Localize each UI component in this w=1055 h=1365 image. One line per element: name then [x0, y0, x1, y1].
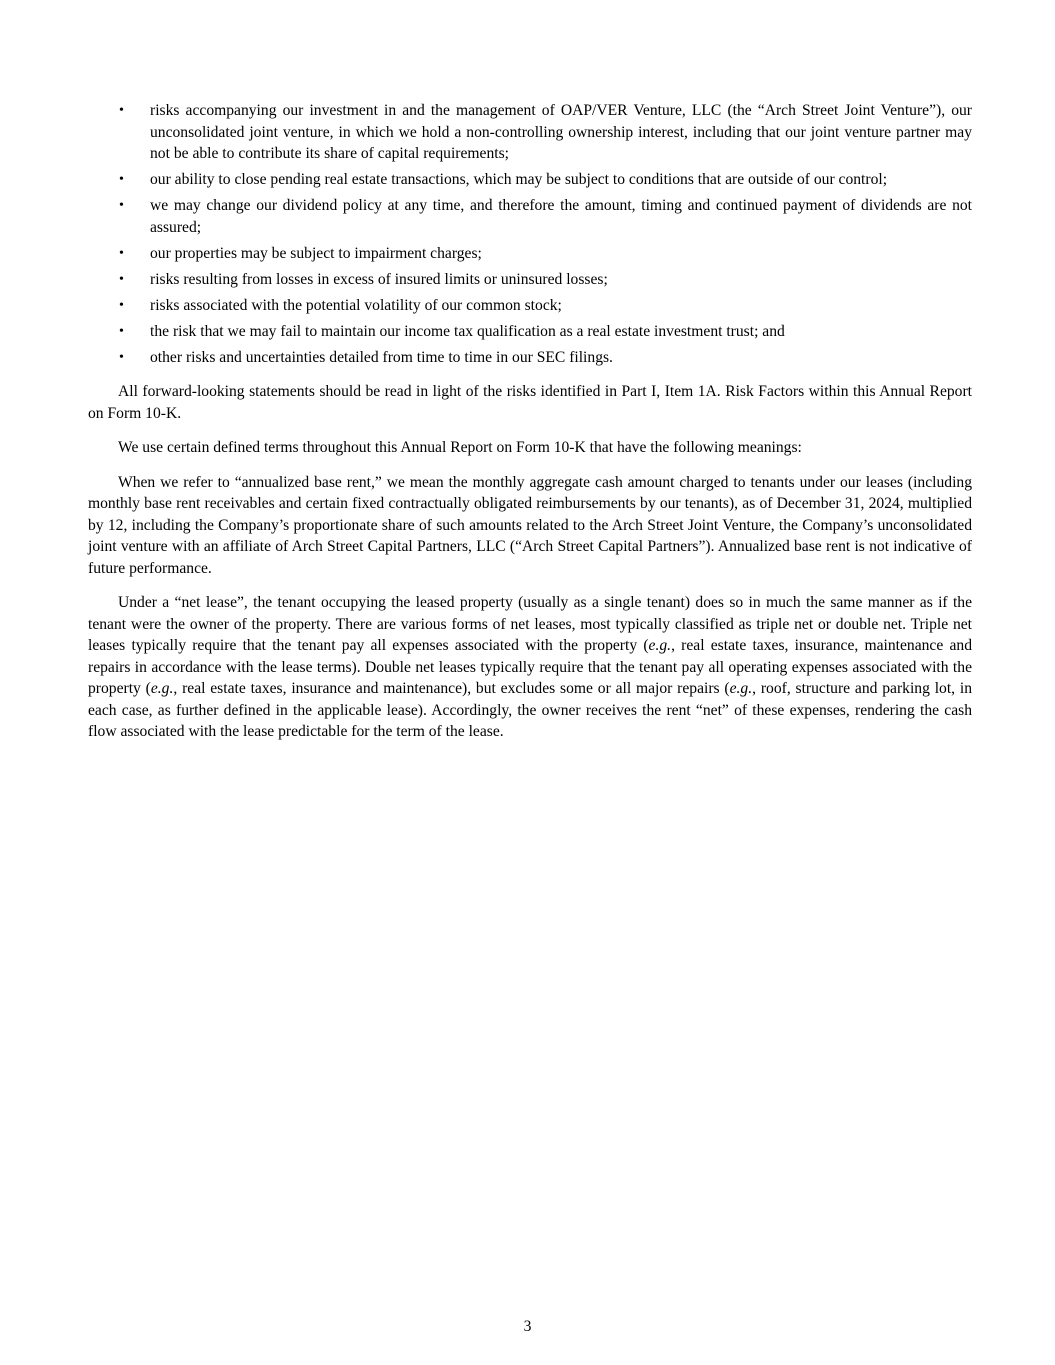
bullet-marker-icon: •	[119, 245, 124, 261]
bullet-marker-icon: •	[119, 271, 124, 287]
paragraph-run-italic: e.g.	[150, 680, 174, 697]
paragraph	[88, 472, 972, 580]
paragraph-run-italic: e.g.	[729, 680, 753, 697]
paragraph-run: , real estate taxes, insurance and maintenance), but excludes some or all major repairs (	[173, 680, 730, 697]
paragraph-run-italic: e.g.	[648, 637, 672, 654]
bullet-list	[88, 100, 972, 368]
bullet-item	[88, 295, 972, 317]
paragraph	[88, 592, 972, 743]
bullet-text: other risks and uncertainties detailed from time to time in our SEC filings.	[150, 348, 613, 366]
page-number: 3	[523, 1318, 532, 1335]
paragraph-run: Under a “net lease”, the tenant occupying the leased property (usually as a single tenant) does so in much the same manner as if the tenant were the owner of the property. There are various forms of net leases, most typically classified as triple net or double net. Triple net leases typically require that the tenant pay all expenses associated with the property (	[88, 594, 972, 654]
bullet-marker-icon: •	[119, 323, 124, 339]
bullet-item	[88, 169, 972, 191]
paragraph-section	[88, 381, 972, 743]
paragraph-run: , roof, structure and parking lot, in each case, as further defined in the applicable lease). Accordingly, the owner receives the rent “net” of these expenses, rendering the cash flow associated with the lease predictable for the term of the lease.	[88, 680, 972, 740]
bullet-marker-icon: •	[119, 297, 124, 313]
document-page-content	[88, 100, 972, 743]
bullet-marker-icon: •	[119, 349, 124, 365]
bullet-item	[88, 269, 972, 291]
bullet-marker-icon: •	[119, 198, 124, 213]
bullet-item	[88, 195, 972, 238]
bullet-text: risks associated with the potential volatility of our common stock;	[150, 296, 562, 314]
paragraph	[88, 381, 972, 424]
bullet-marker-icon: •	[119, 103, 124, 118]
bullet-text: risks accompanying our investment in and the management of OAP/VER Venture, LLC (the “Arch Street Joint Venture”), our unconsolidated joint venture, in which we hold a non-controlling ownership interest, including that our joint venture partner may not be able to contribute its share of capital requirements;	[150, 102, 972, 162]
paragraph-run: When we refer to “annualized base rent,” we mean the monthly aggregate cash amount charged to tenants under our leases (including monthly base rent receivables and certain fixed contractually obligated reimbursements by our tenants), as of December 31, 2024, multiplied by 12, including the Company’s proportionate share of such amounts related to the Arch Street Joint Venture, the Company’s unconsolidated joint venture with an affiliate of Arch Street Capital Partners, LLC (“Arch Street Capital Partners”). Annualized base rent is not indicative of future performance.	[88, 473, 972, 577]
paragraph	[88, 437, 972, 459]
bullet-text: we may change our dividend policy at any time, and therefore the amount, timing and continued payment of dividends are not assured;	[150, 197, 972, 236]
bullet-text: our properties may be subject to impairment charges;	[150, 244, 482, 262]
bullet-marker-icon: •	[119, 172, 124, 187]
bullet-text: our ability to close pending real estate transactions, which may be subject to conditions that are outside of our control;	[150, 171, 888, 188]
paragraph-run: All forward-looking statements should be read in light of the risks identified in Part I, Item 1A. Risk Factors within this Annual Report on Form 10-K.	[88, 383, 972, 422]
bullet-text: risks resulting from losses in excess of insured limits or uninsured losses;	[150, 270, 608, 288]
bullet-item	[88, 243, 972, 265]
bullet-item	[88, 100, 972, 165]
bullet-item	[88, 347, 972, 369]
bullet-item	[88, 321, 972, 343]
paragraph-run: We use certain defined terms throughout this Annual Report on Form 10-K that have the following meanings:	[118, 439, 802, 456]
paragraph-run: , real estate taxes, insurance, maintenance and repairs in accordance with the lease terms). Double net leases typically require that the tenant pay all operating expenses associated with the property (	[88, 637, 973, 697]
bullet-text: the risk that we may fail to maintain our income tax qualification as a real estate investment trust; and	[150, 322, 785, 340]
